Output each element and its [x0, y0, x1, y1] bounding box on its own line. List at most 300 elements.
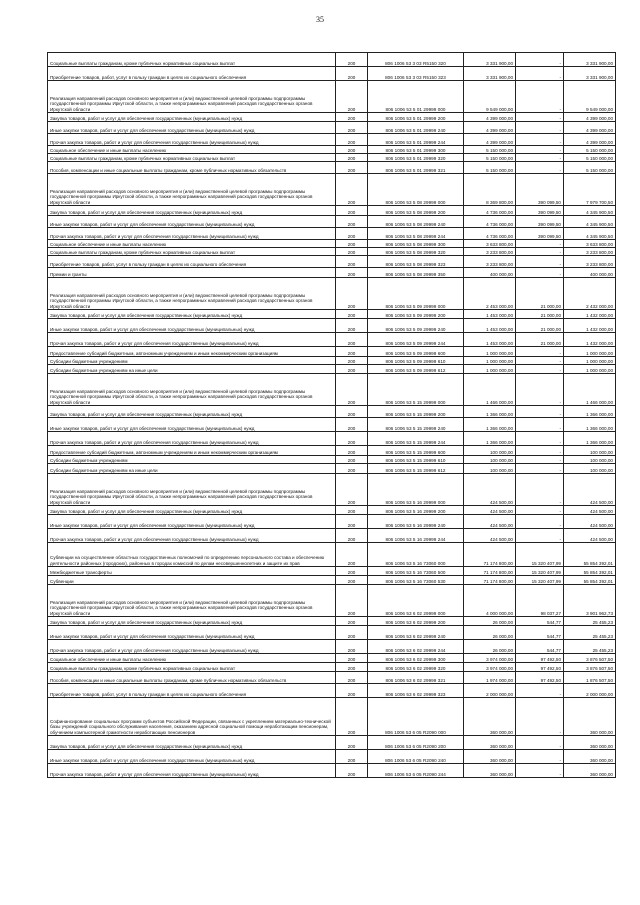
row-name: Реализация направлений расходов основного мероприятия и (или) ведомственной целевой программы подпрограммы государственной программы Иркутской области, а также непрограммных направлений расходов государственных органов Иркутской области: [48, 81, 336, 113]
table-row: [48, 506, 616, 515]
row-approved-amount: 3 974 000,00: [464, 654, 516, 663]
row-code: 200: [336, 122, 368, 134]
row-remaining-amount: 424 500,00: [564, 515, 616, 529]
row-approved-amount: 360 000,00: [464, 698, 516, 736]
row-approved-amount: 3 331 900,00: [464, 53, 516, 67]
table-row: [48, 626, 616, 640]
row-classification-code: 806 1006 53 5 16 29999 244: [368, 529, 464, 543]
row-name: Иные закупки товаров, работ и услуг для обеспечения государственных (муниципальных) нужд: [48, 750, 336, 764]
row-remaining-amount: 360 000,00: [564, 736, 616, 750]
row-executed-amount: -: [516, 256, 564, 268]
table-row: [48, 53, 616, 67]
row-name: Межбюджетные трансферты: [48, 567, 336, 576]
table-row: [48, 134, 616, 146]
table-row: [48, 750, 616, 764]
row-code: 200: [336, 585, 368, 617]
row-name: Социальное обеспечение и иные выплаты населению: [48, 146, 336, 154]
row-code: 200: [336, 134, 368, 146]
row-name: Субсидии бюджетным учреждениям: [48, 357, 336, 365]
row-executed-amount: -: [516, 464, 564, 474]
table-row: [48, 576, 616, 585]
row-executed-amount: -: [516, 67, 564, 81]
row-executed-amount: 390 099,50: [516, 206, 564, 216]
row-code: 200: [336, 474, 368, 506]
row-approved-amount: 4 000 000,00: [464, 585, 516, 617]
row-approved-amount: 100 000,00: [464, 456, 516, 464]
table-row: [48, 640, 616, 654]
table-row: [48, 333, 616, 347]
row-executed-amount: -: [516, 146, 564, 154]
row-approved-amount: 26 000,00: [464, 626, 516, 640]
row-classification-code: 806 1006 53 5 01 29999 000: [368, 81, 464, 113]
row-classification-code: 806 1006 53 5 01 29999 244: [368, 134, 464, 146]
row-remaining-amount: 360 000,00: [564, 750, 616, 764]
row-code: 200: [336, 206, 368, 216]
row-code: 200: [336, 764, 368, 778]
row-code: 200: [336, 216, 368, 228]
row-approved-amount: 2 000 000,00: [464, 684, 516, 698]
row-name: Субсидии бюджетным учреждениям на иные цели: [48, 365, 336, 374]
row-executed-amount: -: [516, 764, 564, 778]
row-code: 200: [336, 174, 368, 206]
table-row: [48, 456, 616, 464]
row-approved-amount: 3 233 800,00: [464, 248, 516, 256]
row-name: Предоставление субсидий бюджетным, автономным учреждениям и иным некоммерческим организациям: [48, 446, 336, 456]
row-remaining-amount: 1 432 000,00: [564, 333, 616, 347]
row-code: 200: [336, 617, 368, 626]
row-executed-amount: 21 000,00: [516, 310, 564, 319]
table-row: [48, 764, 616, 778]
row-executed-amount: -: [516, 474, 564, 506]
table-row: [48, 684, 616, 698]
row-classification-code: 806 1006 53 6 02 29999 323: [368, 684, 464, 698]
row-remaining-amount: 3 876 507,50: [564, 654, 616, 663]
row-code: 200: [336, 529, 368, 543]
row-name: Предоставление субсидий бюджетным, автономным учреждениям и иным некоммерческим организациям: [48, 347, 336, 357]
row-remaining-amount: 55 854 392,01: [564, 567, 616, 576]
row-executed-amount: 390 099,50: [516, 174, 564, 206]
row-approved-amount: 1 366 000,00: [464, 406, 516, 418]
row-approved-amount: 8 369 800,00: [464, 174, 516, 206]
row-approved-amount: 4 399 000,00: [464, 134, 516, 146]
row-executed-amount: 21 000,00: [516, 319, 564, 333]
table-row: [48, 474, 616, 506]
row-name: Социальные выплаты гражданам, кроме публичных нормативных социальных выплат: [48, 53, 336, 67]
row-approved-amount: 5 150 000,00: [464, 154, 516, 162]
row-executed-amount: -: [516, 240, 564, 248]
table-row: [48, 228, 616, 240]
row-code: 200: [336, 432, 368, 446]
row-remaining-amount: 5 150 000,00: [564, 162, 616, 174]
row-approved-amount: 1 453 000,00: [464, 319, 516, 333]
row-executed-amount: 98 037,27: [516, 585, 564, 617]
row-classification-code: 806 1006 53 3 03 R5150 320: [368, 53, 464, 67]
row-classification-code: 806 1006 53 5 01 29999 240: [368, 122, 464, 134]
row-code: 200: [336, 162, 368, 174]
row-remaining-amount: 100 000,00: [564, 464, 616, 474]
row-code: 200: [336, 81, 368, 113]
row-code: 200: [336, 67, 368, 81]
row-executed-amount: -: [516, 432, 564, 446]
table-row: [48, 154, 616, 162]
row-remaining-amount: 1 000 000,00: [564, 357, 616, 365]
row-name: Премии и гранты: [48, 268, 336, 278]
row-code: 200: [336, 146, 368, 154]
row-classification-code: 806 1006 53 5 15 29999 200: [368, 406, 464, 418]
row-classification-code: 806 1006 53 6 05 R2090 240: [368, 750, 464, 764]
row-approved-amount: 3 331 900,00: [464, 67, 516, 81]
row-classification-code: 806 1006 53 5 08 29999 200: [368, 206, 464, 216]
table-row: [48, 240, 616, 248]
row-code: 200: [336, 456, 368, 464]
row-classification-code: 806 1006 53 5 15 29999 610: [368, 456, 464, 464]
row-remaining-amount: 25 455,23: [564, 626, 616, 640]
row-remaining-amount: 3 233 800,00: [564, 256, 616, 268]
row-executed-amount: -: [516, 736, 564, 750]
row-executed-amount: -: [516, 357, 564, 365]
row-approved-amount: 360 000,00: [464, 764, 516, 778]
row-approved-amount: 4 736 000,00: [464, 228, 516, 240]
row-approved-amount: 26 000,00: [464, 617, 516, 626]
row-classification-code: 806 1006 53 5 15 29999 612: [368, 464, 464, 474]
table-row: [48, 567, 616, 576]
row-name: Иные закупки товаров, работ и услуг для обеспечения государственных (муниципальных) нужд: [48, 515, 336, 529]
row-remaining-amount: 25 455,23: [564, 640, 616, 654]
row-classification-code: 806 1006 53 5 01 29999 300: [368, 146, 464, 154]
table-row: [48, 529, 616, 543]
row-executed-amount: -: [516, 684, 564, 698]
row-executed-amount: 97 492,50: [516, 663, 564, 672]
table-row: [48, 663, 616, 672]
row-code: 200: [336, 406, 368, 418]
row-executed-amount: 97 492,50: [516, 672, 564, 684]
row-remaining-amount: 3 901 962,73: [564, 585, 616, 617]
row-approved-amount: 1 466 000,00: [464, 374, 516, 406]
row-name: Реализация направлений расходов основного мероприятия и (или) ведомственной целевой программы подпрограммы государственной программы Иркутской области, а также непрограммных направлений расходов государственных органов Иркутской области: [48, 585, 336, 617]
row-executed-amount: -: [516, 506, 564, 515]
row-approved-amount: 26 000,00: [464, 640, 516, 654]
row-name: Прочая закупка товаров, работ и услуг для обеспечения государственных (муниципальных) нужд: [48, 764, 336, 778]
row-executed-amount: -: [516, 698, 564, 736]
row-code: 200: [336, 567, 368, 576]
row-approved-amount: 1 000 000,00: [464, 347, 516, 357]
row-classification-code: 806 1006 53 6 05 R2090 200: [368, 736, 464, 750]
row-approved-amount: 360 000,00: [464, 736, 516, 750]
row-code: 200: [336, 53, 368, 67]
row-executed-amount: -: [516, 248, 564, 256]
row-name: Реализация направлений расходов основного мероприятия и (или) ведомственной целевой программы подпрограммы государственной программы Иркутской области, а также непрограммных направлений расходов государственных органов Иркутской области: [48, 174, 336, 206]
row-name: Иные закупки товаров, работ и услуг для обеспечения государственных (муниципальных) нужд: [48, 122, 336, 134]
row-classification-code: 806 1006 53 6 02 29999 320: [368, 663, 464, 672]
table-row: [48, 585, 616, 617]
table-row: [48, 67, 616, 81]
budget-execution-table: [47, 52, 616, 778]
row-remaining-amount: 55 854 392,01: [564, 576, 616, 585]
row-name: Реализация направлений расходов основного мероприятия и (или) ведомственной целевой программы подпрограммы государственной программы Иркутской области, а также непрограммных направлений расходов государственных органов Иркутской области: [48, 278, 336, 310]
row-approved-amount: 400 000,00: [464, 268, 516, 278]
table-row: [48, 446, 616, 456]
row-code: 200: [336, 333, 368, 347]
row-code: 200: [336, 365, 368, 374]
table-row: [48, 418, 616, 432]
row-name: Прочая закупка товаров, работ и услуг для обеспечения государственных (муниципальных) нужд: [48, 134, 336, 146]
row-name: Закупка товаров, работ и услуг для обеспечения государственных (муниципальных) нужд: [48, 206, 336, 216]
table-row: [48, 174, 616, 206]
row-remaining-amount: 55 854 392,01: [564, 543, 616, 567]
row-approved-amount: 3 633 800,00: [464, 240, 516, 248]
row-executed-amount: -: [516, 406, 564, 418]
table-row: [48, 357, 616, 365]
row-remaining-amount: 3 331 900,00: [564, 67, 616, 81]
row-name: Закупка товаров, работ и услуг для обеспечения государственных (муниципальных) нужд: [48, 406, 336, 418]
row-name: Приобретение товаров, работ, услуг в пользу граждан в целях их социального обеспечения: [48, 256, 336, 268]
row-approved-amount: 5 150 000,00: [464, 146, 516, 154]
row-remaining-amount: 424 500,00: [564, 506, 616, 515]
table-row: [48, 248, 616, 256]
row-name: Пособия, компенсации и иные социальные выплаты гражданам, кроме публичных нормативных обязательств: [48, 162, 336, 174]
row-name: Субвенции на осуществление областных государственных полномочий по определению персонального состава и обеспечению деятельности районных (городских), районных в городах комиссий по делам несовершеннолетних и защите их прав: [48, 543, 336, 567]
row-executed-amount: -: [516, 268, 564, 278]
row-executed-amount: 544,77: [516, 626, 564, 640]
row-approved-amount: 424 500,00: [464, 515, 516, 529]
row-classification-code: 806 1006 53 5 08 29999 300: [368, 240, 464, 248]
row-remaining-amount: 4 345 900,50: [564, 216, 616, 228]
row-approved-amount: 4 736 000,00: [464, 206, 516, 216]
row-code: 200: [336, 543, 368, 567]
row-name: Закупка товаров, работ и услуг для обеспечения государственных (муниципальных) нужд: [48, 310, 336, 319]
row-code: 200: [336, 698, 368, 736]
row-classification-code: 806 1006 53 5 09 29999 244: [368, 333, 464, 347]
row-code: 200: [336, 357, 368, 365]
row-classification-code: 806 1006 53 5 15 29999 000: [368, 374, 464, 406]
table-row: [48, 310, 616, 319]
row-code: 200: [336, 268, 368, 278]
row-remaining-amount: 400 000,00: [564, 268, 616, 278]
table-row: [48, 406, 616, 418]
table-row: [48, 617, 616, 626]
row-classification-code: 806 1006 53 5 15 29999 244: [368, 432, 464, 446]
row-name: Социальные выплаты гражданам, кроме публичных нормативных социальных выплат: [48, 248, 336, 256]
row-approved-amount: 1 974 000,00: [464, 672, 516, 684]
row-name: Субсидии бюджетным учреждениям: [48, 456, 336, 464]
row-code: 200: [336, 515, 368, 529]
row-remaining-amount: 4 399 000,00: [564, 122, 616, 134]
row-executed-amount: -: [516, 456, 564, 464]
row-classification-code: 806 1006 53 5 09 29999 240: [368, 319, 464, 333]
row-executed-amount: 544,77: [516, 640, 564, 654]
row-approved-amount: 3 233 800,00: [464, 256, 516, 268]
row-classification-code: 806 1006 53 3 03 R5150 323: [368, 67, 464, 81]
row-remaining-amount: 4 399 000,00: [564, 113, 616, 122]
row-remaining-amount: 4 399 000,00: [564, 134, 616, 146]
row-remaining-amount: 2 000 000,00: [564, 684, 616, 698]
row-approved-amount: 424 500,00: [464, 474, 516, 506]
row-remaining-amount: 4 345 900,50: [564, 206, 616, 216]
row-classification-code: 806 1006 53 5 15 29999 240: [368, 418, 464, 432]
row-remaining-amount: 2 432 000,00: [564, 278, 616, 310]
row-code: 200: [336, 240, 368, 248]
row-approved-amount: 100 000,00: [464, 446, 516, 456]
row-code: 200: [336, 248, 368, 256]
row-classification-code: 806 1006 53 6 05 R2090 244: [368, 764, 464, 778]
table-row: [48, 654, 616, 663]
row-approved-amount: 4 399 000,00: [464, 113, 516, 122]
row-remaining-amount: 9 549 000,00: [564, 81, 616, 113]
row-name: Закупка товаров, работ и услуг для обеспечения государственных (муниципальных) нужд: [48, 113, 336, 122]
row-classification-code: 806 1006 53 6 02 29999 240: [368, 626, 464, 640]
row-name: Реализация направлений расходов основного мероприятия и (или) ведомственной целевой программы подпрограммы государственной программы Иркутской области, а также непрограммных направлений расходов государственных органов Иркутской области: [48, 374, 336, 406]
row-code: 200: [336, 347, 368, 357]
row-approved-amount: 71 174 800,00: [464, 567, 516, 576]
row-code: 200: [336, 750, 368, 764]
row-code: 200: [336, 278, 368, 310]
table-row: [48, 162, 616, 174]
row-approved-amount: 1 453 000,00: [464, 310, 516, 319]
row-remaining-amount: 3 233 800,00: [564, 248, 616, 256]
row-name: Иные закупки товаров, работ и услуг для обеспечения государственных (муниципальных) нужд: [48, 216, 336, 228]
row-classification-code: 806 1006 53 5 08 29999 240: [368, 216, 464, 228]
row-classification-code: 806 1006 53 5 09 29999 200: [368, 310, 464, 319]
row-remaining-amount: 424 500,00: [564, 474, 616, 506]
row-name: Софинансирование социальных программ субъектов Российской Федерации, связанных с укреплением материально-технической базы учреждений социального обслуживания населения, оказанием адресной социальной помощи неработающим пенсионерам, обучением компьютерной грамотности неработающих пенсионеров: [48, 698, 336, 736]
row-name: Закупка товаров, работ и услуг для обеспечения государственных (муниципальных) нужд: [48, 736, 336, 750]
row-name: Социальные выплаты гражданам, кроме публичных нормативных социальных выплат: [48, 154, 336, 162]
table-row: [48, 698, 616, 736]
row-code: 200: [336, 418, 368, 432]
row-executed-amount: 21 000,00: [516, 333, 564, 347]
table-row: [48, 464, 616, 474]
row-classification-code: 806 1006 53 5 08 29999 350: [368, 268, 464, 278]
table-row: [48, 278, 616, 310]
row-classification-code: 806 1006 53 6 05 R2090 000: [368, 698, 464, 736]
table-row: [48, 122, 616, 134]
row-remaining-amount: 1 366 000,00: [564, 418, 616, 432]
row-approved-amount: 100 000,00: [464, 464, 516, 474]
row-name: Пособия, компенсации и иные социальные выплаты гражданам, кроме публичных нормативных обязательств: [48, 672, 336, 684]
row-classification-code: 806 1006 53 5 08 29999 244: [368, 228, 464, 240]
row-name: Прочая закупка товаров, работ и услуг для обеспечения государственных (муниципальных) нужд: [48, 228, 336, 240]
row-name: Закупка товаров, работ и услуг для обеспечения государственных (муниципальных) нужд: [48, 617, 336, 626]
row-executed-amount: -: [516, 53, 564, 67]
row-code: 200: [336, 672, 368, 684]
row-name: Приобретение товаров, работ, услуг в пользу граждан в целях их социального обеспечения: [48, 684, 336, 698]
row-name: Социальное обеспечение и иные выплаты населению: [48, 654, 336, 663]
page-number: 35: [316, 15, 324, 24]
row-name: Реализация направлений расходов основного мероприятия и (или) ведомственной целевой программы подпрограммы государственной программы Иркутской области, а также непрограммных направлений расходов государственных органов Иркутской области: [48, 474, 336, 506]
row-classification-code: 806 1006 53 5 09 29999 600: [368, 347, 464, 357]
table-row: [48, 256, 616, 268]
table-row: [48, 268, 616, 278]
row-executed-amount: -: [516, 529, 564, 543]
row-name: Субсидии бюджетным учреждениям на иные цели: [48, 464, 336, 474]
row-remaining-amount: 3 633 800,00: [564, 240, 616, 248]
row-name: Социальные выплаты гражданам, кроме публичных нормативных социальных выплат: [48, 663, 336, 672]
row-remaining-amount: 5 150 000,00: [564, 146, 616, 154]
row-executed-amount: 15 320 407,99: [516, 567, 564, 576]
row-code: 200: [336, 663, 368, 672]
row-approved-amount: 2 453 000,00: [464, 278, 516, 310]
row-classification-code: 806 1006 53 5 08 29999 320: [368, 248, 464, 256]
row-remaining-amount: 100 000,00: [564, 446, 616, 456]
table-row: [48, 432, 616, 446]
row-name: Прочая закупка товаров, работ и услуг для обеспечения государственных (муниципальных) нужд: [48, 640, 336, 654]
table-row: [48, 146, 616, 154]
row-name: Закупка товаров, работ и услуг для обеспечения государственных (муниципальных) нужд: [48, 506, 336, 515]
row-remaining-amount: 424 500,00: [564, 529, 616, 543]
row-approved-amount: 1 453 000,00: [464, 333, 516, 347]
row-remaining-amount: 1 000 000,00: [564, 365, 616, 374]
table-row: [48, 672, 616, 684]
row-executed-amount: -: [516, 113, 564, 122]
row-name: Прочая закупка товаров, работ и услуг для обеспечения государственных (муниципальных) нужд: [48, 432, 336, 446]
table-row: [48, 347, 616, 357]
row-executed-amount: 97 492,50: [516, 654, 564, 663]
row-remaining-amount: 3 331 900,00: [564, 53, 616, 67]
row-classification-code: 806 1006 53 5 09 29999 610: [368, 357, 464, 365]
row-classification-code: 806 1006 53 5 16 73060 500: [368, 567, 464, 576]
row-name: Иные закупки товаров, работ и услуг для обеспечения государственных (муниципальных) нужд: [48, 418, 336, 432]
row-code: 200: [336, 736, 368, 750]
row-executed-amount: -: [516, 81, 564, 113]
row-executed-amount: 390 099,50: [516, 216, 564, 228]
row-executed-amount: -: [516, 162, 564, 174]
row-code: 200: [336, 446, 368, 456]
table-row: [48, 515, 616, 529]
row-approved-amount: 1 366 000,00: [464, 418, 516, 432]
row-approved-amount: 71 174 800,00: [464, 543, 516, 567]
row-name: Прочая закупка товаров, работ и услуг для обеспечения государственных (муниципальных) нужд: [48, 333, 336, 347]
row-code: 200: [336, 374, 368, 406]
row-executed-amount: -: [516, 374, 564, 406]
row-approved-amount: 360 000,00: [464, 750, 516, 764]
row-remaining-amount: 5 150 000,00: [564, 154, 616, 162]
row-approved-amount: 424 500,00: [464, 529, 516, 543]
row-remaining-amount: 1 432 000,00: [564, 319, 616, 333]
row-remaining-amount: 1 432 000,00: [564, 310, 616, 319]
row-approved-amount: 1 000 000,00: [464, 365, 516, 374]
row-name: Иные закупки товаров, работ и услуг для обеспечения государственных (муниципальных) нужд: [48, 319, 336, 333]
row-executed-amount: -: [516, 134, 564, 146]
row-name: Прочая закупка товаров, работ и услуг для обеспечения государственных (муниципальных) нужд: [48, 529, 336, 543]
row-remaining-amount: 7 979 700,50: [564, 174, 616, 206]
row-classification-code: 806 1006 53 6 02 29999 244: [368, 640, 464, 654]
table-row: [48, 543, 616, 567]
row-classification-code: 806 1006 53 5 15 29999 600: [368, 446, 464, 456]
row-approved-amount: 4 736 000,00: [464, 216, 516, 228]
row-executed-amount: 15 320 407,99: [516, 543, 564, 567]
row-classification-code: 806 1006 53 5 16 29999 200: [368, 506, 464, 515]
row-code: 200: [336, 256, 368, 268]
row-classification-code: 806 1006 53 5 01 29999 200: [368, 113, 464, 122]
row-remaining-amount: 25 455,23: [564, 617, 616, 626]
row-code: 200: [336, 640, 368, 654]
row-code: 200: [336, 310, 368, 319]
row-classification-code: 806 1006 53 5 16 29999 000: [368, 474, 464, 506]
row-executed-amount: -: [516, 446, 564, 456]
row-executed-amount: -: [516, 515, 564, 529]
row-name: Социальное обеспечение и иные выплаты населению: [48, 240, 336, 248]
row-code: 200: [336, 228, 368, 240]
table-row: [48, 319, 616, 333]
row-remaining-amount: 360 000,00: [564, 698, 616, 736]
row-executed-amount: 21 000,00: [516, 278, 564, 310]
row-code: 200: [336, 506, 368, 515]
row-code: 200: [336, 154, 368, 162]
row-executed-amount: -: [516, 347, 564, 357]
row-executed-amount: -: [516, 365, 564, 374]
row-approved-amount: 5 150 000,00: [464, 162, 516, 174]
row-approved-amount: 1 366 000,00: [464, 432, 516, 446]
